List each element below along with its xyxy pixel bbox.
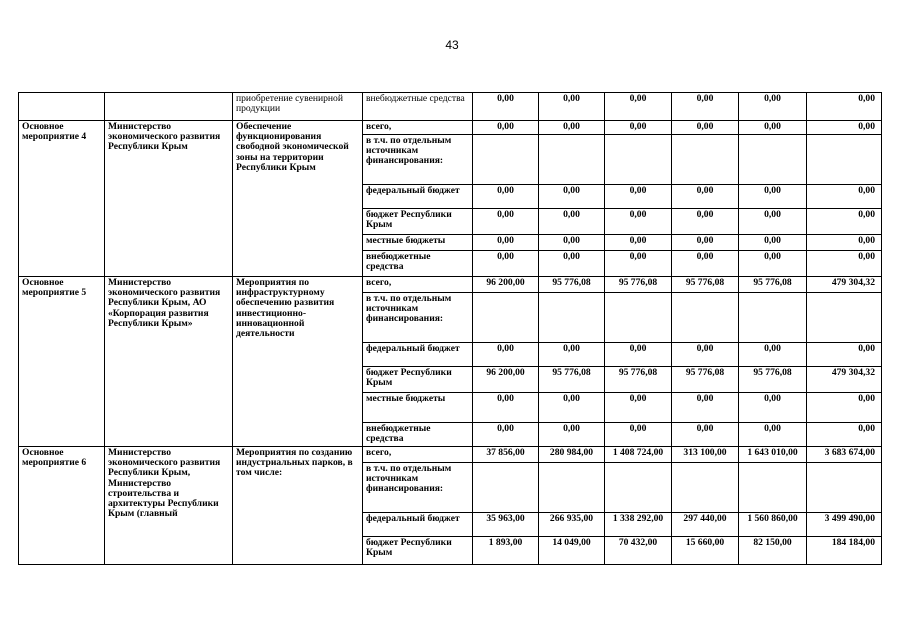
value-cell: [539, 135, 605, 185]
value-cell: 0,00: [739, 251, 807, 277]
value-cell: 0,00: [672, 251, 739, 277]
value-cell: 0,00: [539, 393, 605, 423]
value-cell: 0,00: [807, 121, 882, 135]
value-cell: 0,00: [473, 423, 539, 447]
value-cell: [473, 293, 539, 343]
table-row: [19, 277, 882, 293]
source-cell: всего,: [363, 277, 473, 293]
value-cell: 0,00: [739, 235, 807, 251]
value-cell: 96 200,00: [473, 367, 539, 393]
group-name-cell: [19, 93, 105, 121]
value-cell: 37 856,00: [473, 447, 539, 463]
source-cell: внебюджетные средства: [363, 423, 473, 447]
group-name-cell: Основное мероприятие 5: [19, 277, 105, 447]
source-cell: бюджет Республики Крым: [363, 537, 473, 565]
value-cell: 0,00: [739, 93, 807, 121]
value-cell: 0,00: [672, 393, 739, 423]
value-cell: [605, 463, 672, 513]
value-cell: 0,00: [473, 93, 539, 121]
value-cell: 0,00: [672, 343, 739, 367]
value-cell: 0,00: [672, 209, 739, 235]
value-cell: 35 963,00: [473, 513, 539, 537]
executor-cell: Министерство экономического развития Республики Крым, АО «Корпорация развития Республики Крым»: [105, 277, 233, 447]
value-cell: 184 184,00: [807, 537, 882, 565]
value-cell: 0,00: [539, 343, 605, 367]
value-cell: 0,00: [672, 423, 739, 447]
value-cell: 95 776,08: [739, 367, 807, 393]
table-body: [19, 93, 882, 565]
value-cell: 0,00: [672, 93, 739, 121]
value-cell: 0,00: [739, 209, 807, 235]
value-cell: 0,00: [605, 121, 672, 135]
table-row: [19, 447, 882, 463]
value-cell: [807, 135, 882, 185]
activity-cell: Обеспечение функционирования свободной экономической зоны на территории Республики Крым: [233, 121, 363, 277]
value-cell: 1 338 292,00: [605, 513, 672, 537]
value-cell: 297 440,00: [672, 513, 739, 537]
page-number: 43: [445, 38, 459, 52]
value-cell: 0,00: [807, 343, 882, 367]
value-cell: 0,00: [473, 393, 539, 423]
activity-cell: Мероприятия по инфраструктурному обеспечению развития инвестиционно-инновационной деятельности: [233, 277, 363, 447]
value-cell: 1 893,00: [473, 537, 539, 565]
value-cell: [672, 463, 739, 513]
value-cell: 0,00: [605, 343, 672, 367]
value-cell: [539, 293, 605, 343]
value-cell: 1 643 010,00: [739, 447, 807, 463]
value-cell: 3 499 490,00: [807, 513, 882, 537]
value-cell: 0,00: [672, 121, 739, 135]
value-cell: [473, 463, 539, 513]
value-cell: 0,00: [473, 343, 539, 367]
executor-cell: Министерство экономического развития Республики Крым: [105, 121, 233, 277]
value-cell: 0,00: [539, 235, 605, 251]
value-cell: 0,00: [739, 423, 807, 447]
value-cell: 0,00: [473, 121, 539, 135]
value-cell: 0,00: [807, 423, 882, 447]
value-cell: 0,00: [605, 251, 672, 277]
source-cell: внебюджетные средства: [363, 251, 473, 277]
value-cell: 0,00: [605, 93, 672, 121]
value-cell: 0,00: [605, 423, 672, 447]
value-cell: 479 304,32: [807, 367, 882, 393]
value-cell: 0,00: [539, 121, 605, 135]
value-cell: 479 304,32: [807, 277, 882, 293]
activity-cell: приобретение сувенирной продукции: [233, 93, 363, 121]
value-cell: 95 776,08: [672, 367, 739, 393]
value-cell: 96 200,00: [473, 277, 539, 293]
source-cell: всего,: [363, 447, 473, 463]
value-cell: [605, 293, 672, 343]
value-cell: 0,00: [807, 185, 882, 209]
activity-cell: Мероприятия по созданию индустриальных парков, в том числе:: [233, 447, 363, 565]
value-cell: [473, 135, 539, 185]
value-cell: 0,00: [473, 185, 539, 209]
value-cell: 95 776,08: [539, 367, 605, 393]
value-cell: 15 660,00: [672, 537, 739, 565]
value-cell: 0,00: [539, 209, 605, 235]
value-cell: 0,00: [807, 235, 882, 251]
table-row: [19, 93, 882, 121]
value-cell: [739, 293, 807, 343]
source-cell: всего,: [363, 121, 473, 135]
source-cell: бюджет Республики Крым: [363, 367, 473, 393]
value-cell: 0,00: [473, 209, 539, 235]
value-cell: 95 776,08: [739, 277, 807, 293]
value-cell: 70 432,00: [605, 537, 672, 565]
value-cell: 0,00: [739, 393, 807, 423]
value-cell: 95 776,08: [539, 277, 605, 293]
value-cell: 95 776,08: [672, 277, 739, 293]
value-cell: 1 408 724,00: [605, 447, 672, 463]
value-cell: 0,00: [539, 185, 605, 209]
value-cell: 0,00: [672, 235, 739, 251]
value-cell: 313 100,00: [672, 447, 739, 463]
value-cell: 0,00: [739, 121, 807, 135]
group-name-cell: Основное мероприятие 4: [19, 121, 105, 277]
source-cell: в т.ч. по отдельным источникам финансирования:: [363, 463, 473, 513]
value-cell: 1 560 860,00: [739, 513, 807, 537]
value-cell: 0,00: [539, 93, 605, 121]
value-cell: 266 935,00: [539, 513, 605, 537]
group-name-cell: Основное мероприятие 6: [19, 447, 105, 565]
value-cell: [739, 463, 807, 513]
value-cell: 0,00: [605, 185, 672, 209]
executor-cell: Министерство экономического развития Республики Крым, Министерство строительства и архитектуры Республики Крым (главный: [105, 447, 233, 565]
source-cell: федеральный бюджет: [363, 185, 473, 209]
value-cell: [539, 463, 605, 513]
value-cell: 0,00: [739, 185, 807, 209]
source-cell: внебюджетные средства: [363, 93, 473, 121]
value-cell: 3 683 674,00: [807, 447, 882, 463]
value-cell: 0,00: [605, 209, 672, 235]
value-cell: 0,00: [739, 343, 807, 367]
value-cell: 0,00: [473, 251, 539, 277]
value-cell: 95 776,08: [605, 277, 672, 293]
value-cell: 0,00: [807, 393, 882, 423]
source-cell: в т.ч. по отдельным источникам финансирования:: [363, 135, 473, 185]
value-cell: 0,00: [807, 209, 882, 235]
executor-cell: [105, 93, 233, 121]
value-cell: 0,00: [539, 423, 605, 447]
value-cell: 280 984,00: [539, 447, 605, 463]
budget-table: [18, 92, 882, 565]
source-cell: бюджет Республики Крым: [363, 209, 473, 235]
value-cell: 14 049,00: [539, 537, 605, 565]
source-cell: в т.ч. по отдельным источникам финансирования:: [363, 293, 473, 343]
value-cell: [672, 135, 739, 185]
value-cell: 0,00: [539, 251, 605, 277]
value-cell: 95 776,08: [605, 367, 672, 393]
source-cell: местные бюджеты: [363, 235, 473, 251]
value-cell: [605, 135, 672, 185]
value-cell: [739, 135, 807, 185]
value-cell: 0,00: [807, 93, 882, 121]
value-cell: [672, 293, 739, 343]
source-cell: федеральный бюджет: [363, 343, 473, 367]
source-cell: местные бюджеты: [363, 393, 473, 423]
value-cell: 0,00: [807, 251, 882, 277]
source-cell: федеральный бюджет: [363, 513, 473, 537]
value-cell: 0,00: [605, 235, 672, 251]
value-cell: 0,00: [605, 393, 672, 423]
value-cell: [807, 463, 882, 513]
table-row: [19, 121, 882, 135]
value-cell: [807, 293, 882, 343]
value-cell: 0,00: [473, 235, 539, 251]
value-cell: 0,00: [672, 185, 739, 209]
value-cell: 82 150,00: [739, 537, 807, 565]
